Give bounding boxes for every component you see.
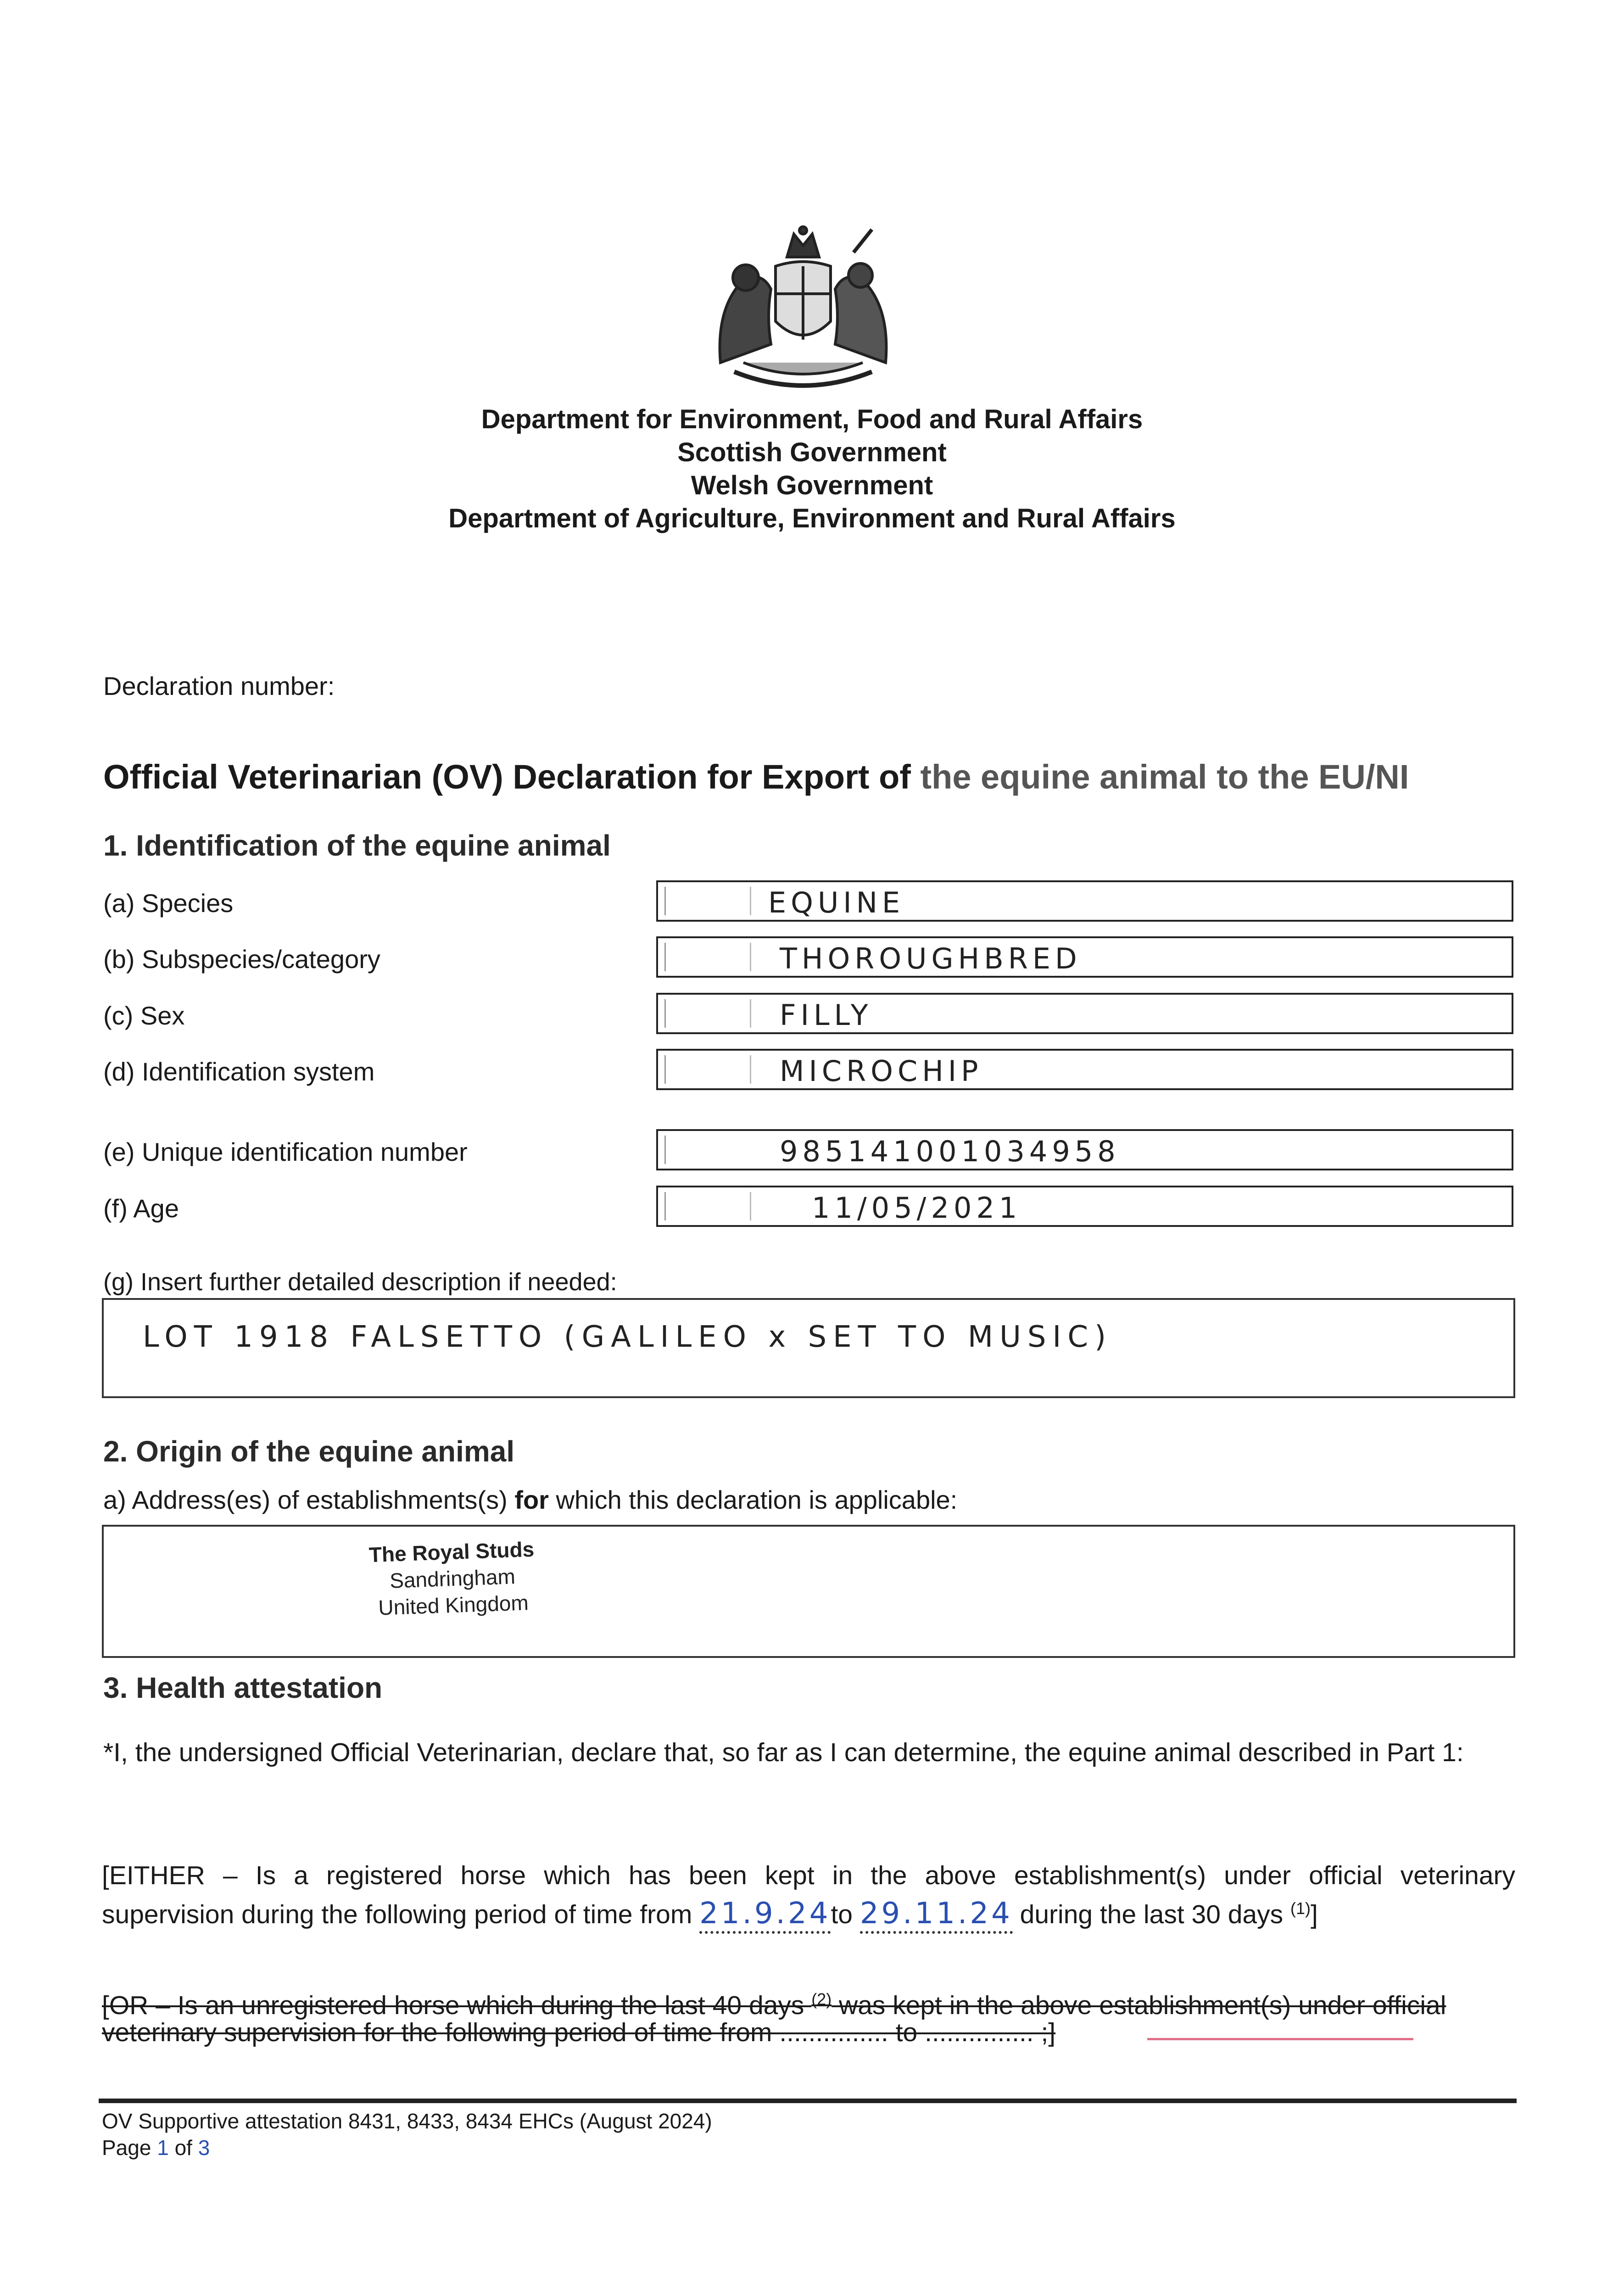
address-label [103, 1485, 957, 1515]
age-field [656, 1186, 1513, 1227]
address-box [102, 1525, 1515, 1658]
either-line1: [EITHER – Is a registered horse which has been kept in the above establishment(s) under official veterinary [102, 1861, 1515, 1890]
department-heading: Department for Environment, Food and Rural Affairs [481, 404, 1143, 434]
species-label: (a) Species [103, 889, 234, 918]
address-label-bold: for [514, 1485, 549, 1514]
either-line2 [102, 1891, 1515, 1934]
identification-system-value: MICROCHIP [780, 1054, 983, 1088]
title-part2: the equine animal to the EU/NI [920, 758, 1409, 796]
sex-value: FILLY [780, 998, 873, 1032]
subspecies-field [656, 936, 1513, 978]
or-line1-post: was kept in the above establishment(s) under official [832, 1991, 1446, 2020]
either-line2-pre: supervision during the following period of time from [102, 1900, 700, 1929]
identification-system-label: (d) Identification system [103, 1057, 375, 1086]
identification-system-field [656, 1049, 1513, 1090]
strike-mark [1147, 2038, 1413, 2040]
footer-attestation: OV Supportive attestation 8431, 8433, 8434 EHCs (August 2024) [102, 2109, 712, 2133]
either-to: to [831, 1900, 860, 1929]
either-footnote-ref: (1) [1290, 1899, 1311, 1918]
document-title [103, 757, 1409, 796]
or-line2: veterinary supervision for the following period of time from ............... to ............... ;] [102, 2018, 1056, 2047]
section2-heading: 2. Origin of the equine animal [103, 1435, 515, 1468]
section3-heading: 3. Health attestation [103, 1671, 383, 1704]
or-footnote-ref: (2) [811, 1990, 832, 2009]
age-label: (f) Age [103, 1194, 179, 1223]
attestation-intro: *I, the undersigned Official Veterinarian, declare that, so far as I can determine, the equine animal described in Part 1: [103, 1738, 1464, 1767]
subspecies-label: (b) Subspecies/category [103, 945, 380, 974]
address-stamp [359, 1535, 546, 1622]
further-description-value: LOT 1918 FALSETTO (GALILEO x SET TO MUSIC) [143, 1320, 1113, 1354]
of-word: of [168, 2136, 198, 2160]
title-part1: Official Veterinarian (OV) Declaration for Export of [103, 758, 921, 796]
address-label-post: which this declaration is applicable: [548, 1485, 958, 1514]
address-line: United Kingdom [378, 1590, 529, 1620]
age-value: 11/05/2021 [812, 1191, 1022, 1225]
section1-heading: 1. Identification of the equine animal [103, 829, 611, 862]
species-field [656, 880, 1513, 922]
either-end: ] [1311, 1900, 1318, 1929]
department-heading: Welsh Government [691, 470, 933, 500]
date-to: 29.11.24 [860, 1896, 1013, 1934]
declaration-number-label: Declaration number: [103, 672, 335, 700]
further-description-label: (g) Insert further detailed description if needed: [103, 1268, 617, 1296]
uin-value: 985141001034958 [780, 1135, 1120, 1168]
footer-rule [99, 2099, 1517, 2103]
sex-field [656, 993, 1513, 1034]
address-label-pre: a) Address(es) of establishments(s) [103, 1485, 515, 1514]
sex-label: (c) Sex [103, 1001, 185, 1030]
page-total: 3 [198, 2136, 210, 2160]
address-line: The Royal Studs [368, 1537, 535, 1567]
or-line1-pre: [OR – Is an unregistered horse which during the last 40 days [102, 1991, 812, 2020]
either-line2-post: during the last 30 days [1012, 1900, 1291, 1929]
further-description-box [102, 1298, 1515, 1398]
page-word: Page [102, 2136, 157, 2160]
department-heading: Scottish Government [677, 437, 947, 467]
royal-crest-icon [702, 225, 904, 399]
page-indicator [102, 2134, 210, 2161]
date-from: 21.9.24 [699, 1896, 831, 1934]
department-heading: Department of Agriculture, Environment and Rural Affairs [448, 504, 1176, 533]
address-line: Sandringham [389, 1564, 516, 1593]
subspecies-value: THOROUGHBRED [780, 942, 1082, 975]
page-number: 1 [157, 2136, 169, 2160]
uin-field [656, 1129, 1513, 1170]
species-value: EQUINE [768, 886, 905, 919]
uin-label: (e) Unique identification number [103, 1137, 468, 1166]
